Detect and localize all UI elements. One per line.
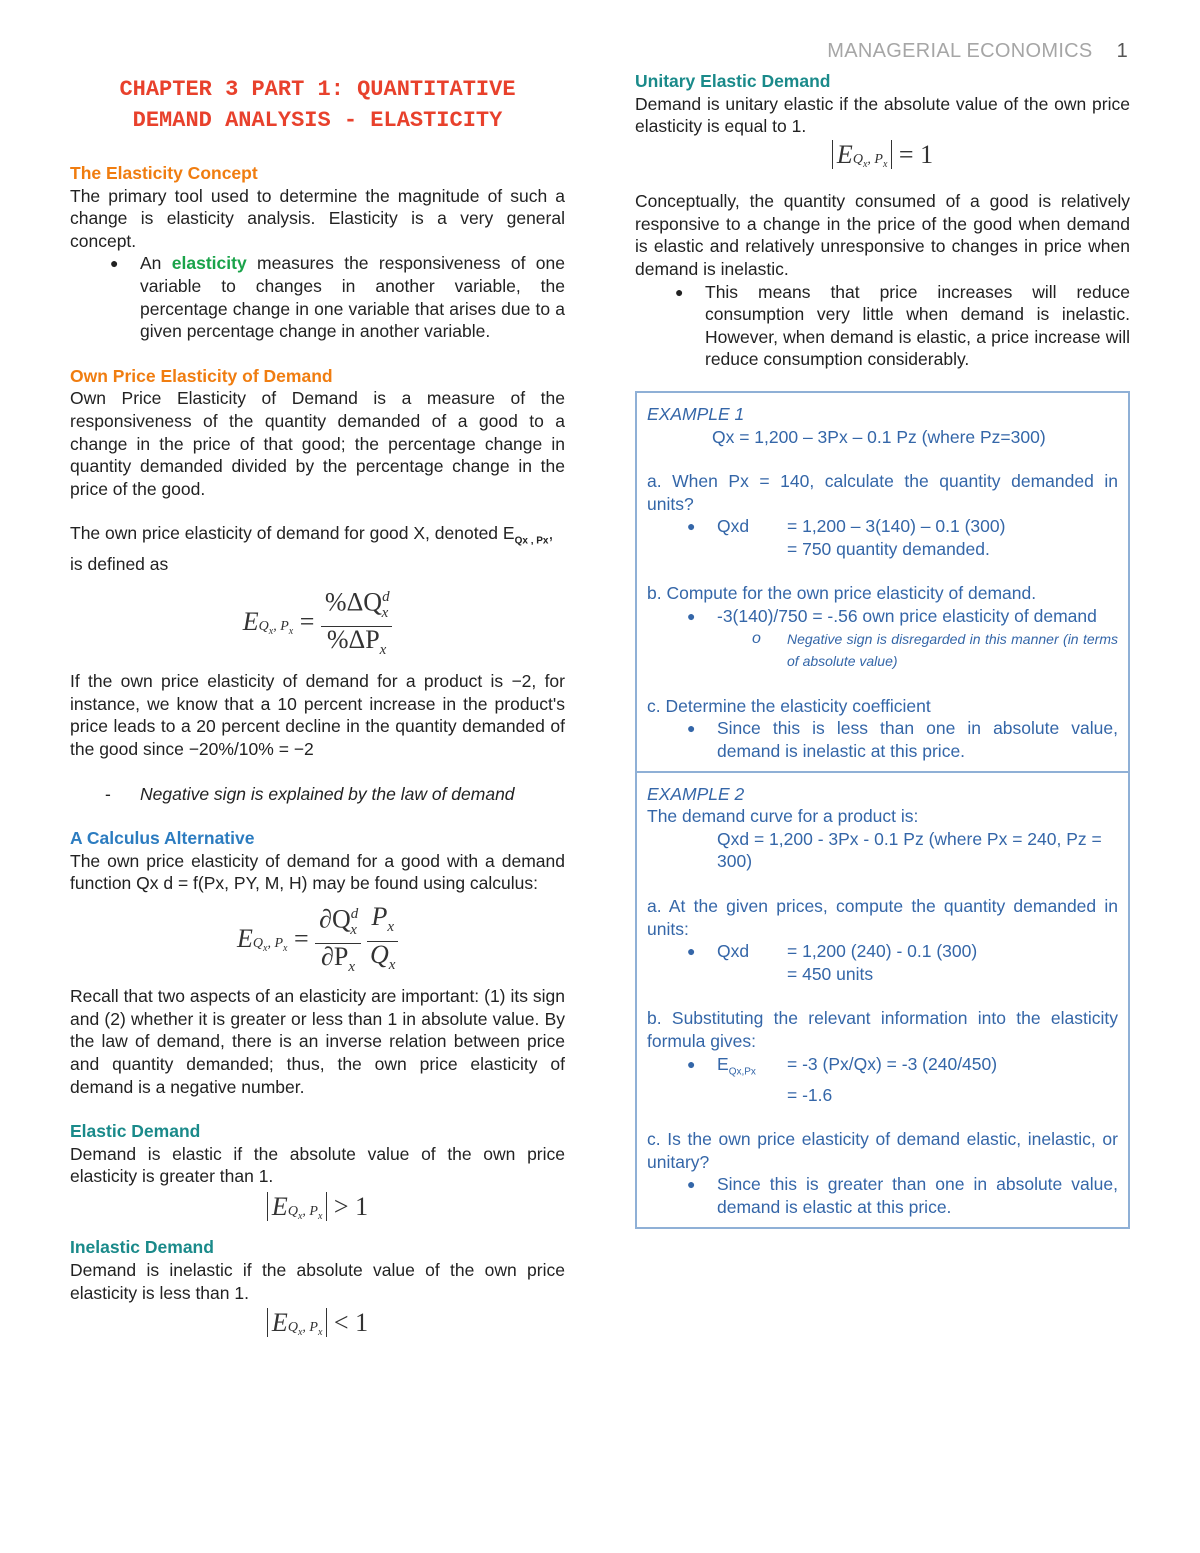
formula-inelastic: $EQ_x$, $P_x < 1$ <box>70 1312 565 1344</box>
chapter-title-line1: CHAPTER 3 PART 1: QUANTITATIVE <box>119 77 516 102</box>
definition-text: The own price elasticity of demand for good X, denoted E <box>70 523 515 544</box>
formula-own-price-elasticity: $EQ_x$, $P_x$ = $\frac{\%\Delta Q^d_x}{\%\Delta P_x}$ <box>70 586 565 662</box>
elasticity-concept-body: The primary tool used to determine the magnitude of such a change is elasticity analysis. Elasticity is a very general concept. <box>70 185 565 251</box>
heading-calculus-alternative: A Calculus Alternative <box>70 828 255 849</box>
bullet-text: measures the responsiveness of one variable to changes in another variable, the percentage change in one variable that arises due to a given percentage change in another variable. <box>140 253 565 342</box>
calc-value: = 1,200 – 3(140) – 0.1 (300) <box>787 516 1006 537</box>
example-2-c-list <box>647 1173 1118 1218</box>
example-1-question-c: c. Determine the elasticity coefficient <box>647 695 931 716</box>
inelastic-body: Demand is inelastic if the absolute value of the own price elasticity is less than 1. <box>70 1259 565 1303</box>
formula-elastic: $EQ_x$, $P_x > 1$ <box>70 1196 565 1228</box>
example-2-b-bullet <box>647 1053 1118 1107</box>
elastic-body: Demand is elastic if the absolute value of the own price elasticity is greater than 1. <box>70 1143 565 1187</box>
example-1-question-a: a. When Px = 140, calculate the quantity demanded in units? <box>647 471 1118 514</box>
own-price-body: Own Price Elasticity of Demand is a measure of the responsiveness of the quantity demanded of a good to a change in the price of that good; the percentage change in quantity demanded divided by the percentage change in the price of the good. <box>70 388 565 499</box>
chapter-title-line2: DEMAND ANALYSIS - ELASTICITY <box>132 108 503 133</box>
calc-key-subscript: Qx,Px <box>728 1066 756 1078</box>
calc-key: E <box>717 1053 729 1074</box>
elasticity-concept-list <box>70 252 565 342</box>
page-header <box>827 40 1128 63</box>
example-2-c-bullet: ● Since this is greater than one in absolute value, demand is elastic at this price. <box>647 1173 1118 1218</box>
unitary-bullet: ● This means that price increases will reduce consumption very little when demand is inelastic. However, when demand is elastic, a price increase will reduce consumption considerably. <box>635 281 1130 371</box>
unitary-relation: = 1 <box>898 139 934 169</box>
example-1-b-bullet: ● -3(140)/750 = -.56 own price elasticity of demand <box>647 605 1118 628</box>
elastic-relation: > 1 <box>333 1191 369 1221</box>
elasticity-term: elasticity <box>171 253 247 274</box>
heading-inelastic-demand: Inelastic Demand <box>70 1237 214 1258</box>
left-column <box>70 70 565 1353</box>
recall-text: Recall that two aspects of an elasticity are important: (1) its sign and (2) whether it is greater or less than 1 in absolute value. By the law of demand, there is an inverse relation between price and quantity demanded; thus, the own price elasticity of demand is a negative number. <box>70 986 565 1097</box>
definition-text: , is defined as <box>70 523 554 575</box>
example-2-title: EXAMPLE 2 <box>647 783 745 804</box>
heading-own-price-elasticity: Own Price Elasticity of Demand <box>70 365 333 386</box>
bullet-text: An <box>140 253 172 274</box>
example-1-a-bullet <box>647 515 1118 560</box>
header-title: MANAGERIAL ECONOMICS <box>827 40 1093 62</box>
example-1-b-list <box>647 605 1118 628</box>
example-1-question-b: b. Compute for the own price elasticity of demand. <box>647 583 1037 604</box>
heading-elastic-demand: Elastic Demand <box>70 1121 201 1142</box>
unitary-body: Demand is unitary elastic if the absolute value of the own price elasticity is equal to 1. <box>635 93 1130 137</box>
example-2-box <box>635 771 1130 1229</box>
example-2-intro: The demand curve for a product is: <box>647 806 919 827</box>
heading-elasticity-concept: The Elasticity Concept <box>70 163 258 183</box>
formula-unitary: $EQ_x$, $P_x = 1$ <box>635 144 1130 176</box>
elasticity-definition-bullet <box>70 252 565 342</box>
example-1-c-bullet: ● Since this is less than one in absolute value, demand is inelastic at this price. <box>647 717 1118 762</box>
example-1-b-sublist <box>647 628 1118 673</box>
example-2-b-list <box>647 1053 1118 1107</box>
example-1-title: EXAMPLE 1 <box>647 403 745 424</box>
example-2-question-b: b. Substituting the relevant information into the elasticity formula gives: <box>647 1008 1118 1051</box>
calc-key: ● Qxd <box>717 516 750 537</box>
example-1-a-list <box>647 515 1118 560</box>
page-number: 1 <box>1116 40 1128 62</box>
calc-value: = 1,200 (240) - 0.1 (300) <box>787 941 978 962</box>
law-of-demand-note: - Negative sign is explained by the law of demand <box>70 783 565 806</box>
heading-unitary-elastic-demand: Unitary Elastic Demand <box>635 71 831 91</box>
right-column <box>635 70 1130 1229</box>
example-1-b-subbullet: o Negative sign is disregarded in this manner (in terms of absolute value) <box>647 628 1118 673</box>
unitary-list <box>635 281 1130 371</box>
formula-calculus-elasticity: $EQ_x$, $P_x$ = $\frac{\partial Q^d_x}{\partial P_x}$ $\frac{P_x}{Q_x}$ <box>70 903 565 979</box>
own-price-example-text: If the own price elasticity of demand for a product is −2, for instance, we know that a 10 percent increase in the product's price leads to a 20 percent decline in the quantity demanded of the good since −20%/10% = −2 <box>70 671 565 759</box>
example-2-a-bullet <box>647 940 1118 985</box>
inelastic-relation: < 1 <box>333 1308 369 1338</box>
chapter-title <box>70 74 565 136</box>
example-2-a-list <box>647 940 1118 985</box>
unitary-concept: Conceptually, the quantity consumed of a good is relatively responsive to a change in the price of the good when demand is elastic and relatively unresponsive to changes in price when demand is inelastic. <box>635 191 1130 279</box>
example-1-box <box>635 391 1130 773</box>
calc-key: ● Qxd <box>717 941 750 962</box>
own-price-definition <box>70 522 565 576</box>
example-2-equation: Qxd = 1,200 - 3Px - 0.1 Pz (where Px = 240, Pz = 300) <box>717 828 1102 872</box>
example-2-question-c: c. Is the own price elasticity of demand elastic, inelastic, or unitary? <box>647 1129 1118 1172</box>
example-1-c-list <box>647 717 1118 762</box>
definition-subscript: Qx , Px <box>514 535 549 547</box>
calc-value: = 450 units <box>787 963 874 984</box>
calc-value: = -3 (Px/Qx) = -3 (240/450) <box>787 1053 998 1074</box>
calculus-body: The own price elasticity of demand for a good with a demand function Qx d = f(Px, PY, M, H) may be found using calculus: <box>70 850 565 894</box>
example-2-question-a: a. At the given prices, compute the quantity demanded in units: <box>647 896 1118 939</box>
calc-value: = -1.6 <box>787 1084 833 1105</box>
example-1-equation: Qx = 1,200 – 3Px – 0.1 Pz (where Pz=300) <box>712 426 1046 447</box>
calc-value: = 750 quantity demanded. <box>787 538 990 559</box>
